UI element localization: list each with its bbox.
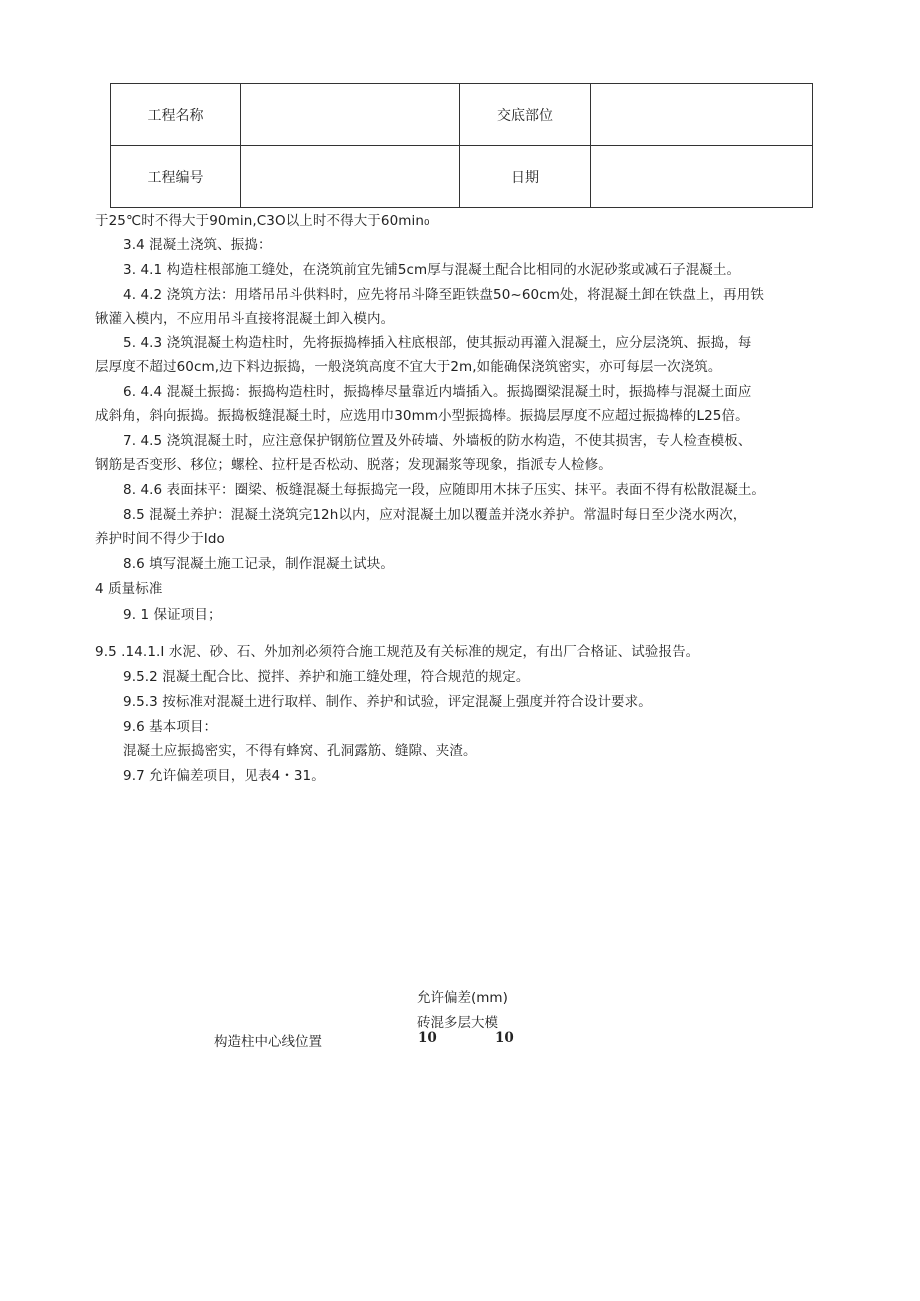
header-row-2 bbox=[111, 146, 813, 208]
body-line-5: 锹灌入模内，不应用吊斗直接将混凝土卸入模内。 bbox=[95, 311, 395, 327]
tolerance-table-caption: 允许偏差(mm) bbox=[417, 990, 508, 1006]
project-name-value bbox=[241, 84, 460, 146]
body-line-7: 层厚度不超过60cm,边下料边振捣，一般浇筑高度不宜大于2m,如能确保浇筑密实，亦可每层一次浇筑。 bbox=[95, 359, 722, 375]
body-line-23: 9.7 允许偏差项目，见表4・31。 bbox=[123, 768, 325, 784]
body-line-18: 9.5 .14.1.I 水泥、砂、石、外加剂必须符合施工规范及有关标准的规定，有出厂合格证、试验报告。 bbox=[95, 644, 700, 660]
tolerance-column-header: 砖混多层大模 bbox=[417, 1015, 498, 1031]
body-line-22: 混凝土应振捣密实，不得有蜂窝、孔洞露筋、缝隙、夹渣。 bbox=[123, 743, 477, 759]
body-line-12: 8. 4.6 表面抹平：圈梁、板缝混凝土每振捣完一段，应随即用木抹子压实、抹平。表面不得有松散混凝土。 bbox=[123, 482, 766, 498]
date-label: 日期 bbox=[460, 146, 591, 208]
tolerance-value-1: 10 bbox=[418, 1030, 437, 1046]
handover-part-label: 交底部位 bbox=[460, 84, 591, 146]
body-line-11: 钢筋是否变形、移位；螺栓、拉杆是否松动、脱落；发现漏浆等现象，指派专人检修。 bbox=[95, 457, 612, 473]
project-no-value bbox=[241, 146, 460, 208]
tolerance-value-2: 10 bbox=[495, 1030, 514, 1046]
tolerance-row-label: 构造柱中心线位置 bbox=[214, 1034, 322, 1050]
section-heading-quality: 4 质量标准 bbox=[95, 581, 163, 597]
body-line-20: 9.5.3 按标准对混凝土进行取样、制作、养护和试验，评定混凝上强度并符合设计要求。 bbox=[123, 694, 652, 710]
body-line-17: 9. 1 保证项目； bbox=[123, 607, 222, 623]
body-line-2: 3.4 混凝土浇筑、振捣： bbox=[123, 237, 272, 253]
handover-part-value bbox=[591, 84, 813, 146]
date-value bbox=[591, 146, 813, 208]
body-line-21: 9.6 基本项目： bbox=[123, 719, 218, 735]
body-line-19: 9.5.2 混凝土配合比、搅拌、养护和施工缝处理，符合规范的规定。 bbox=[123, 669, 530, 685]
body-line-3: 3. 4.1 构造柱根部施工缝处，在浇筑前宜先铺5cm厚与混凝土配合比相同的水泥砂浆或减石子混凝土。 bbox=[123, 262, 741, 278]
body-line-8: 6. 4.4 混凝土振捣：振捣构造柱时，振捣棒尽量靠近内墙插入。振捣圈梁混凝土时，振捣棒与混凝土面应 bbox=[123, 384, 752, 400]
body-line-10: 7. 4.5 浇筑混凝土时，应注意保护钢筋位置及外砖墙、外墙板的防水构造，不使其损害，专人检查模板、 bbox=[123, 433, 752, 449]
body-line-15: 8.6 填写混凝土施工记录，制作混凝土试块。 bbox=[123, 556, 394, 572]
project-name-label: 工程名称 bbox=[111, 84, 241, 146]
body-line-4: 4. 4.2 浇筑方法：用塔吊吊斗供料时，应先将吊斗降至距铁盘50~60cm处，将混凝土卸在铁盘上，再用铁 bbox=[123, 287, 764, 303]
body-line-13: 8.5 混凝土养护：混凝土浇筑完12h以内，应对混凝土加以覆盖并浇水养护。常温时每日至少浇水两次， bbox=[123, 507, 747, 523]
project-no-label: 工程编号 bbox=[111, 146, 241, 208]
header-info-table bbox=[110, 83, 813, 208]
header-row-1 bbox=[111, 84, 813, 146]
body-line-1: 于25℃时不得大于90min,C3O以上时不得大于60min₀ bbox=[95, 213, 430, 229]
body-line-6: 5. 4.3 浇筑混凝土构造柱时，先将振捣棒插入柱底根部，使其振动再灌入混凝土，应分层浇筑、振捣，每 bbox=[123, 335, 752, 351]
body-line-14: 养护时间不得少于Ido bbox=[95, 531, 225, 547]
body-line-9: 成斜角，斜向振捣。振捣板缝混凝土时，应选用巾30mm小型振捣棒。振捣层厚度不应超过振捣棒的L25倍。 bbox=[95, 408, 749, 424]
